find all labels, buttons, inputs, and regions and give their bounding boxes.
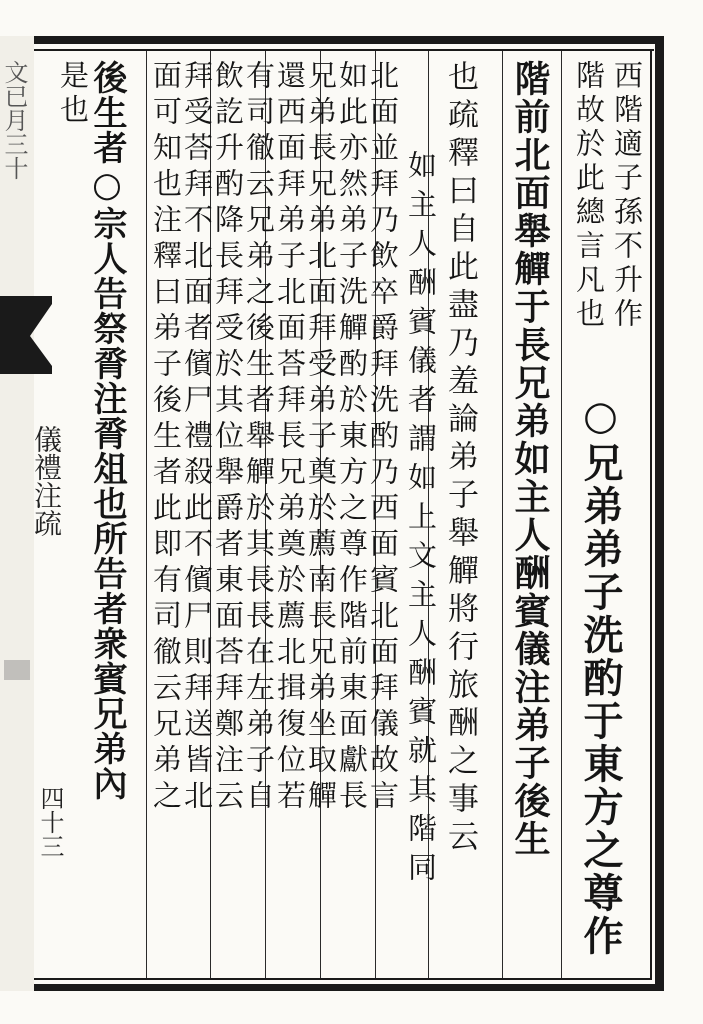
page-number: 四十三 xyxy=(36,786,64,858)
text-column: 有司徹云兄弟之後生者舉觶於其長長在左弟子自 xyxy=(242,60,276,816)
text-column: 西階適子孫不升作 xyxy=(610,60,644,332)
frame-inner-right xyxy=(650,49,652,979)
text-column: 階前北面舉觶于長兄弟如主人酬賓儀注弟子後生 xyxy=(509,60,551,858)
text-column: 是也 xyxy=(56,60,90,128)
ink-smudge xyxy=(4,660,30,680)
text-column: 階故於此總言凡也 xyxy=(572,60,606,332)
text-column: 飲訖升酌降長拜受於其位舉爵者東面荅拜鄭注云 xyxy=(211,60,245,816)
column-rule xyxy=(146,51,147,978)
frame-inner-bottom xyxy=(34,978,652,980)
text-column: 北面並拜乃飲卒爵拜洗酌乃西面賓北面拜儀故言 xyxy=(366,60,400,816)
text-column: 拜受荅拜不北面者儐尸禮殺此不儐尸則拜送皆北 xyxy=(180,60,214,816)
frame-right xyxy=(655,36,664,991)
text-column: 還西面拜弟子北面荅拜長兄弟奠於薦北揖復位若 xyxy=(273,60,307,816)
fishtail-mark-icon xyxy=(0,296,52,374)
column-rule xyxy=(502,51,503,978)
text-column: 如此亦然弟子洗觶酌於東方之尊作階前東面獻長 xyxy=(335,60,369,816)
text-column: ○兄弟弟子洗酌于東方之尊作 xyxy=(577,392,624,958)
frame-top xyxy=(34,36,664,44)
column-rule xyxy=(561,51,562,978)
frame-bottom xyxy=(34,984,664,991)
text-column: 面可知也注釋曰弟子後生者此即有司徹云兄弟之 xyxy=(149,60,183,816)
text-column: 也疏釋曰自此盡乃羞論弟子舉觶將行旅酬之事云 xyxy=(442,60,478,858)
text-column: 兄弟長兄弟北面拜受弟子奠於薦南長兄弟坐取觶 xyxy=(304,60,338,816)
text-column: 如主人酬賓儀者謂如上文主人酬賓就其階同 xyxy=(404,150,438,891)
book-title: 儀禮注疏 xyxy=(30,425,63,537)
text-column: 後生者○宗人告祭脀注脀俎也所告者衆賓兄弟內 xyxy=(87,60,127,801)
adjacent-page-fragment: 文已月三十 xyxy=(0,60,28,180)
